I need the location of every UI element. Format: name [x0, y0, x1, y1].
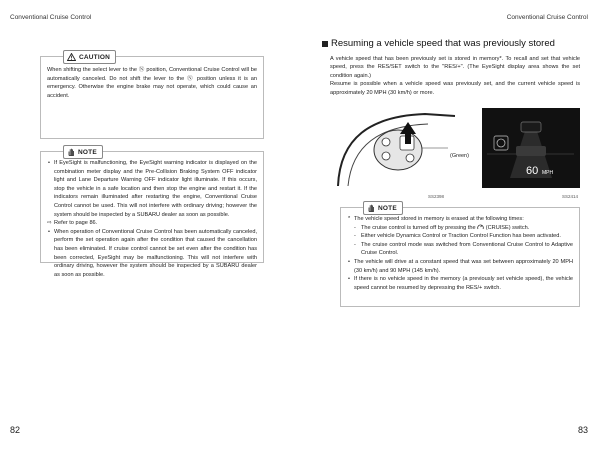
page-reference[interactable]	[47, 219, 257, 228]
note-label-right	[363, 201, 403, 215]
page-number-right: 83	[577, 425, 588, 435]
note-label-left	[63, 145, 103, 159]
note-dash-3: - The cruise control mode was switched from Conventional Cruise Control to Adaptive Cruise Control.	[347, 241, 573, 258]
caution-label-text: CAUTION	[79, 53, 111, 61]
figure-code-right: SS2414	[562, 194, 579, 199]
note-hand-icon	[67, 148, 75, 156]
body-paragraph-1: A vehicle speed that has been previously set is stored in memory*. To recall and set that vehicle speed, press the RES/SET switch to the "RES/+". (The EyeSight display area shows the set condition again.)	[330, 56, 580, 79]
note-label-text-left: NOTE	[78, 148, 97, 156]
caution-text: When shifting the select lever to the Ⓝ position, Conventional Cruise Control will be automatically canceled. Do not shift the lever to the Ⓝ position unless it is an emergency. Otherwise the engine brake may not operate, which could cause an accident.	[47, 67, 257, 99]
running-head-left: Conventional Cruise Control	[10, 14, 92, 21]
arrow-right-icon: ⇨	[47, 220, 52, 227]
section-title-text: Resuming a vehicle speed that was previously stored	[331, 38, 555, 49]
note-text-right	[347, 215, 573, 292]
section-square-icon	[322, 41, 328, 47]
note-dash-1b: (CRUISE) switch.	[485, 224, 530, 231]
body-text	[330, 55, 580, 97]
speed-unit: MPH	[542, 170, 554, 176]
speed-readout: 60	[526, 165, 539, 177]
note-dash-1	[347, 224, 573, 233]
note-label-text-right: NOTE	[378, 204, 397, 212]
figure-code-left: SS2398	[428, 194, 445, 199]
note-hand-icon	[367, 204, 375, 212]
section-title	[322, 38, 555, 49]
note-item-speed-range: • The vehicle will drive at a constant speed that was set between approximately 20 MPH (30 km/h) and 90 MPH (145 km/h).	[347, 258, 573, 275]
caution-box	[40, 53, 264, 139]
page-number-left: 82	[10, 425, 21, 435]
running-head-right: Conventional Cruise Control	[506, 14, 588, 21]
note-item-no-memory: • If there is no vehicle speed in the memory (a previously set vehicle speed), the vehicle speed cannot be resumed by depressing the RES/+ switch.	[347, 275, 573, 292]
note-item-cancel: • When operation of Conventional Cruise Control has been automatically canceled, perform the set operation again after the condition that caused the cancellation has been eliminated. If cruise control cannot be set even after the condition has been corrected, EyeSight may be malfunctioning. This will not interfere with ordinary driving, however the system should be inspected by a SUBARU dealer as soon as possible.	[47, 228, 257, 280]
warning-triangle-icon	[67, 53, 76, 61]
page-reference-text[interactable]: Refer to page 86.	[54, 220, 98, 227]
note-text-left	[47, 159, 257, 279]
note-intro: * The vehicle speed stored in memory is erased at the following times:	[347, 215, 573, 224]
note-dash-1a: The cruise control is turned off by pressing the	[361, 224, 476, 231]
note-item-eyesight: • If EyeSight is malfunctioning, the EyeSight warning indicator is displayed on the combination meter display and the Pre-Collision Braking System OFF indicator light and Lane Departure Warning OFF indicator light illuminate. If this occurs, stop the vehicle in a safe location and then stop the engine and restart it. If the indicators remain illuminated after restarting the engine, Conventional Cruise Control cannot be used. This will not interfere with ordinary driving; however the system should be inspected by a SUBARU dealer as soon as possible.	[47, 159, 257, 219]
note-dash-2: - Either vehicle Dynamics Control or Traction Control Function has been activated.	[347, 232, 573, 241]
right-page	[300, 0, 600, 450]
body-paragraph-2: Resume is possible when a vehicle speed was previously set, and the current vehicle speed is approximately 20 MPH (30 km/h) or more.	[330, 81, 580, 96]
steering-switch-illustration	[330, 108, 480, 188]
caution-label	[63, 50, 116, 64]
green-label: (Green)	[450, 153, 469, 159]
cruise-icon	[477, 224, 484, 230]
eyesight-display-illustration	[482, 108, 580, 188]
note-box-left	[40, 148, 264, 278]
note-box-right	[340, 204, 580, 307]
